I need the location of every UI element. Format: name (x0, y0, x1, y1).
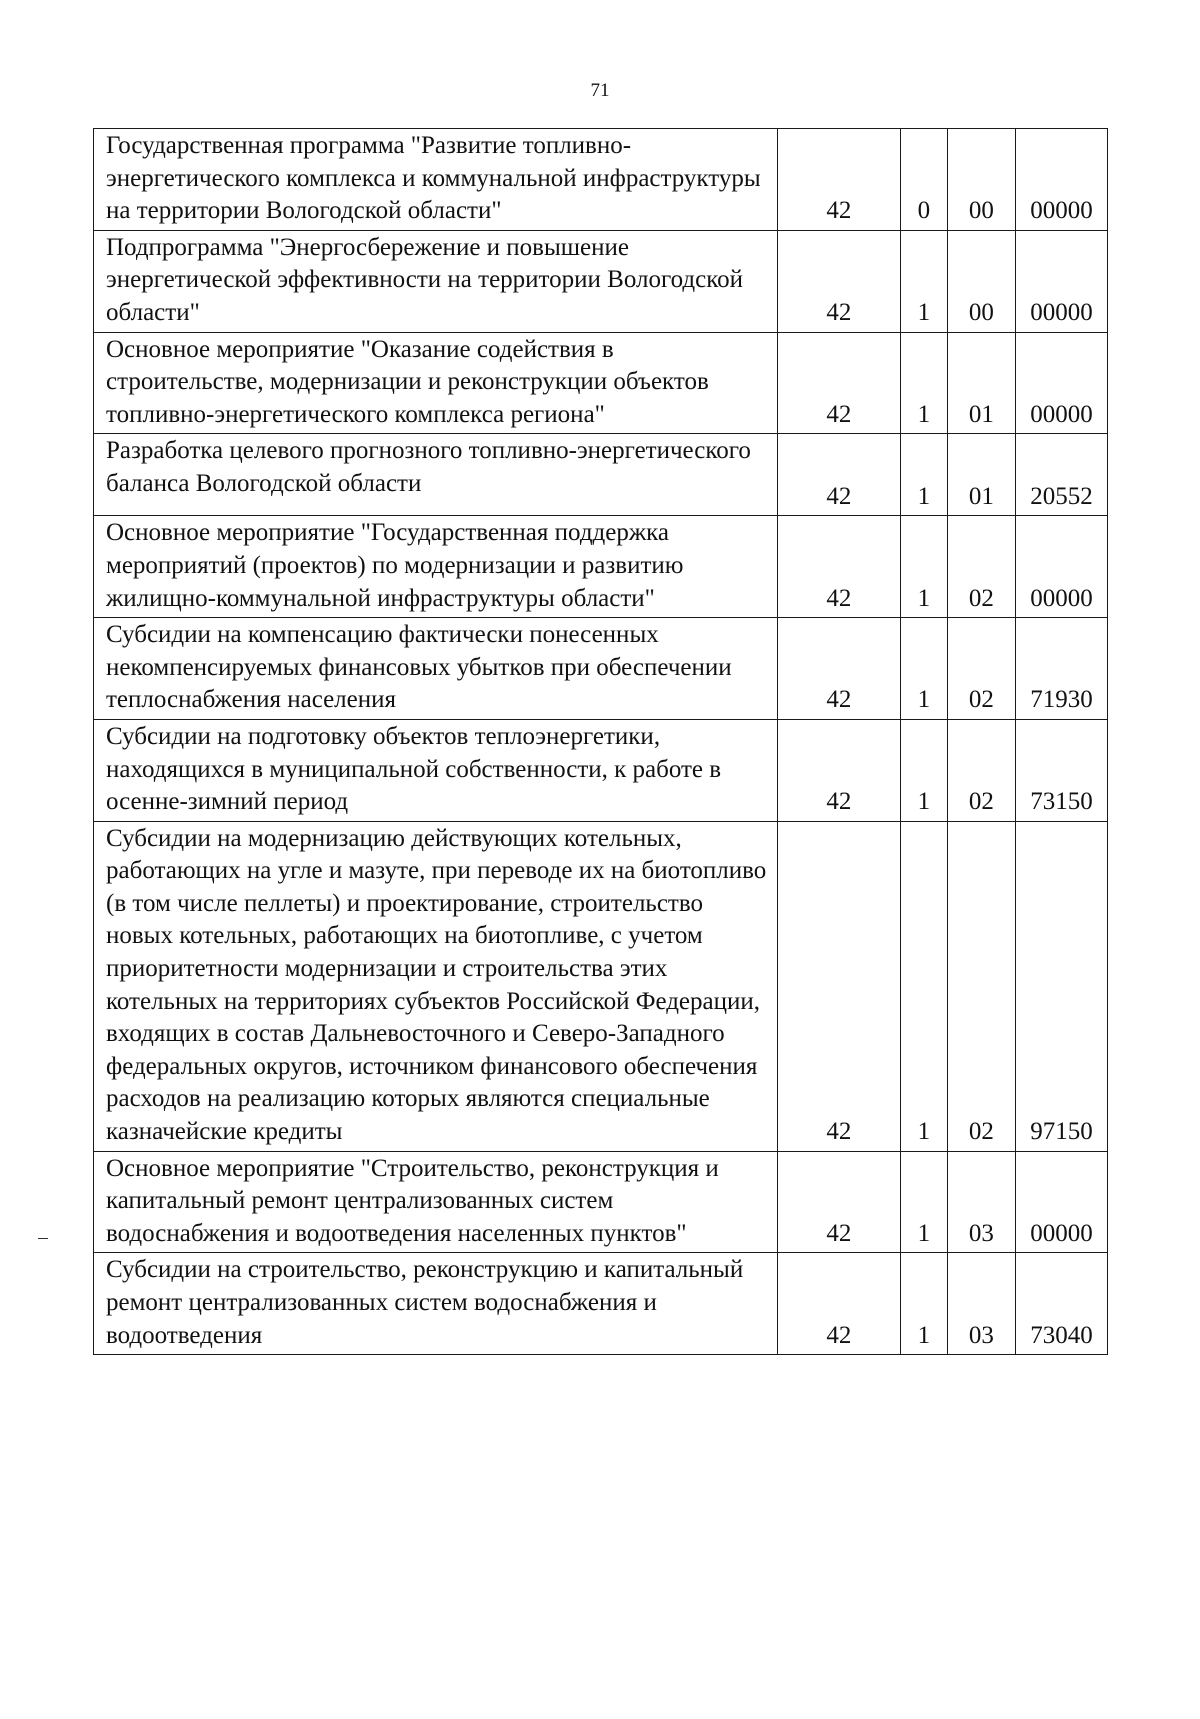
event-code: 02 (947, 516, 1015, 618)
direction-code: 00000 (1015, 332, 1107, 434)
row-name: Субсидии на подготовку объектов теплоэнергетики, находящихся в муниципальной собственности, к работе в осенне-зимний период (94, 719, 778, 821)
direction-code: 73150 (1015, 719, 1107, 821)
subprogram-code: 0 (900, 129, 947, 231)
event-code: 02 (947, 821, 1015, 1151)
target-code: 42 (778, 434, 901, 516)
row-name: Субсидии на компенсацию фактически понесенных некомпенсируемых финансовых убытков при обеспечении теплоснабжения населения (94, 618, 778, 720)
event-code: 02 (947, 618, 1015, 720)
target-code: 42 (778, 230, 901, 332)
table-row (94, 332, 1108, 434)
row-name: Субсидии на модернизацию действующих котельных, работающих на угле и мазуте, при переводе их на биотопливо (в том числе пеллеты) и проектирование, строительство новых котельных, работающих на биотопливе, с учетом приоритетности модернизации и строительства этих котельных на территориях субъектов Российской Федерации, входящих в состав Дальневосточного и Северо-Западного федеральных округов, источником финансового обеспечения расходов на реализацию которых являются специальные казначейские кредиты (94, 821, 778, 1151)
target-code: 42 (778, 1253, 901, 1355)
event-code: 01 (947, 332, 1015, 434)
target-code: 42 (778, 332, 901, 434)
row-name: Основное мероприятие "Строительство, реконструкция и капитальный ремонт централизованных систем водоснабжения и водоотведения населенных пунктов" (94, 1151, 778, 1253)
target-code: 42 (778, 618, 901, 720)
subprogram-code: 1 (900, 618, 947, 720)
subprogram-code: 1 (900, 821, 947, 1151)
event-code: 03 (947, 1253, 1015, 1355)
table-row (94, 516, 1108, 618)
margin-mark (38, 1238, 48, 1239)
subprogram-code: 1 (900, 516, 947, 618)
event-code: 00 (947, 230, 1015, 332)
direction-code: 97150 (1015, 821, 1107, 1151)
direction-code: 00000 (1015, 1151, 1107, 1253)
row-name: Подпрограмма "Энергосбережение и повышение энергетической эффективности на территории Вологодской области" (94, 230, 778, 332)
subprogram-code: 1 (900, 434, 947, 516)
direction-code: 00000 (1015, 230, 1107, 332)
event-code: 03 (947, 1151, 1015, 1253)
direction-code: 73040 (1015, 1253, 1107, 1355)
event-code: 01 (947, 434, 1015, 516)
table-row (94, 1253, 1108, 1355)
table-row (94, 719, 1108, 821)
subprogram-code: 1 (900, 230, 947, 332)
target-code: 42 (778, 516, 901, 618)
table-row (94, 618, 1108, 720)
table-row (94, 821, 1108, 1151)
target-code: 42 (778, 719, 901, 821)
table-row (94, 1151, 1108, 1253)
direction-code: 71930 (1015, 618, 1107, 720)
budget-classification-table (93, 128, 1108, 1355)
target-code: 42 (778, 129, 901, 231)
table-row (94, 230, 1108, 332)
direction-code: 00000 (1015, 129, 1107, 231)
event-code: 02 (947, 719, 1015, 821)
page-number: 71 (590, 80, 610, 101)
event-code: 00 (947, 129, 1015, 231)
target-code: 42 (778, 821, 901, 1151)
direction-code: 00000 (1015, 516, 1107, 618)
row-name: Основное мероприятие "Государственная поддержка мероприятий (проектов) по модернизации и развитию жилищно-коммунальной инфраструктуры области" (94, 516, 778, 618)
subprogram-code: 1 (900, 1253, 947, 1355)
subprogram-code: 1 (900, 332, 947, 434)
subprogram-code: 1 (900, 1151, 947, 1253)
subprogram-code: 1 (900, 719, 947, 821)
row-name: Субсидии на строительство, реконструкцию и капитальный ремонт централизованных систем водоснабжения и водоотведения (94, 1253, 778, 1355)
table-row (94, 129, 1108, 231)
row-name: Разработка целевого прогнозного топливно-энергетического баланса Вологодской области (94, 434, 778, 516)
table-row (94, 434, 1108, 516)
row-name: Основное мероприятие "Оказание содействия в строительстве, модернизации и реконструкции объектов топливно-энергетического комплекса региона" (94, 332, 778, 434)
direction-code: 20552 (1015, 434, 1107, 516)
target-code: 42 (778, 1151, 901, 1253)
row-name: Государственная программа "Развитие топливно-энергетического комплекса и коммунальной инфраструктуры на территории Вологодской области" (94, 129, 778, 231)
